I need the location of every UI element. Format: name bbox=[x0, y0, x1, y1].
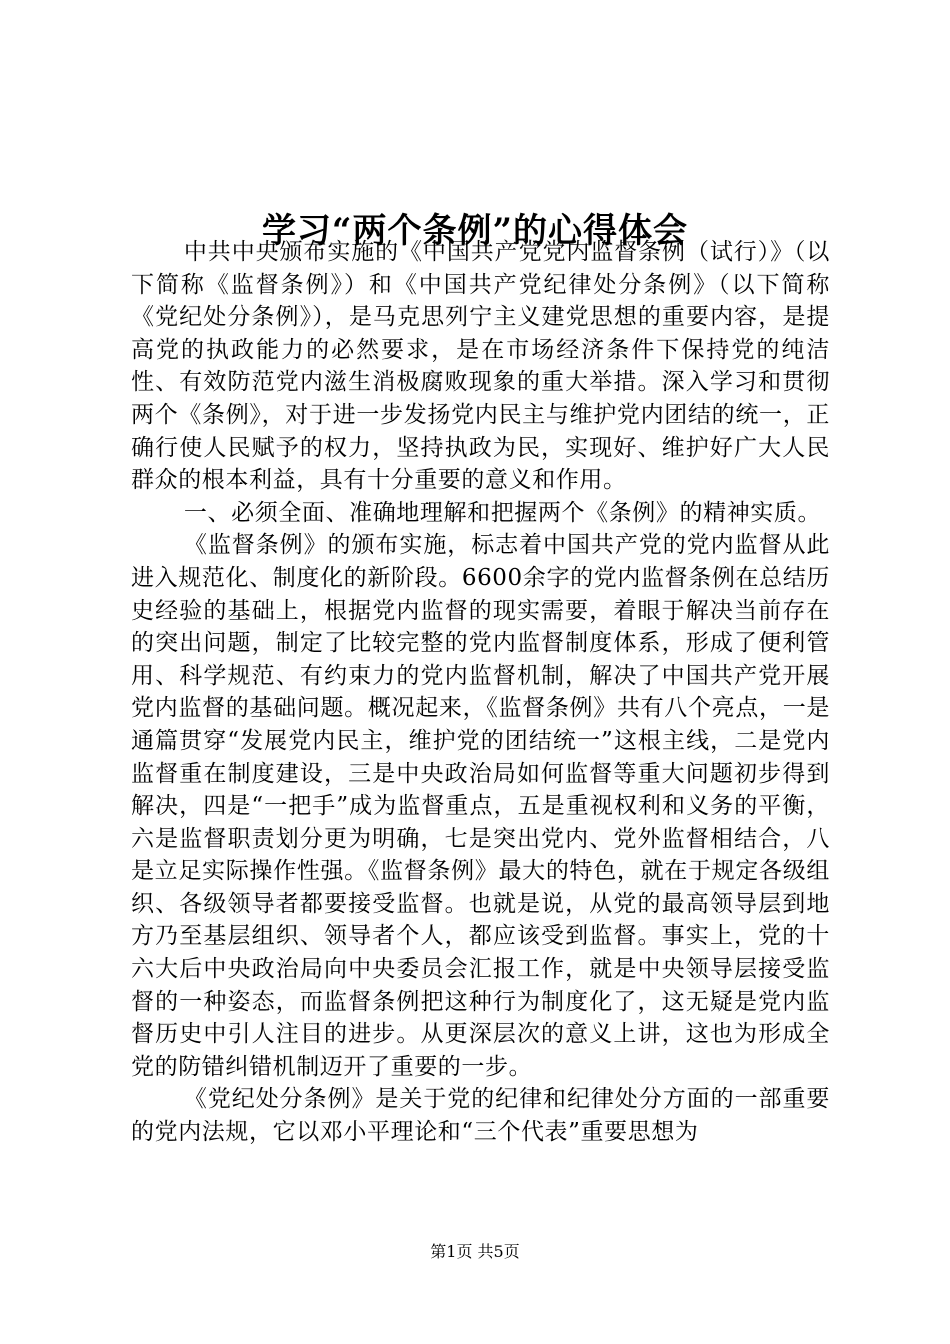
page-footer: 第1页 共5页 bbox=[430, 1242, 520, 1261]
paragraph-discipline-regulation: 《党纪处分条例》是关于党的纪律和纪律处分方面的一部重要的党内法规，它以邓小平理论和“三个代表”重要思想为 bbox=[131, 1086, 830, 1146]
paragraph-supervision-regulation: 《监督条例》的颁布实施，标志着中国共产党的党内监督从此进入规范化、制度化的新阶段。6600余字的党内监督条例在总结历史经验的基础上，根据党内监督的现实需要，着眼于解决当前存在的突出问题，制定了比较完整的党内监督制度体系，形成了便利管用、科学规范、有约束力的党内监督机制，解决了中国共产党开展党内监督的基础问题。概况起来，《监督条例》共有八个亮点，一是通篇贯穿“发展党内民主，维护党的团结统一”这根主线，二是党内监督重在制度建设，三是中央政治局如何监督等重大问题初步得到解决，四是“一把手”成为监督重点，五是重视权利和义务的平衡，六是监督职责划分更为明确，七是突出党内、党外监督相结合，八是立足实际操作性强。《监督条例》最大的特色，就在于规定各级组织、各级领导者都要接受监督。也就是说，从党的最高领导层到地方乃至基层组织、领导者个人，都应该受到监督。事实上，党的十六大后中央政治局向中央委员会汇报工作，就是中央领导层接受监督的一种姿态，而监督条例把这种行为制度化了，这无疑是党内监督历史中引人注目的进步。从更深层次的意义上讲，这也为形成全党的防错纠错机制迈开了重要的一步。 bbox=[131, 532, 830, 1080]
document-title: 学习“两个条例”的心得体会 bbox=[261, 210, 689, 251]
document-body bbox=[131, 236, 830, 1149]
paragraph-section-heading: 一、必须全面、准确地理解和把握两个《条例》的精神实质。 bbox=[183, 499, 822, 526]
paragraph-intro: 中共中央颁布实施的《中国共产党党内监督条例（试行）》（以下简称《监督条例》）和《中国共产党纪律处分条例》（以下简称《党纪处分条例》），是马克思列宁主义建党思想的重要内容，是提高党的执政能力的必然要求，是在市场经济条件下保持党的纯洁性、有效防范党内滋生消极腐败现象的重大举措。深入学习和贯彻两个《条例》，对于进一步发扬党内民主与维护党内团结的统一，正确行使人民赋予的权力，坚持执政为民，实现好、维护好广大人民群众的根本利益，具有十分重要的意义和作用。 bbox=[131, 239, 830, 494]
